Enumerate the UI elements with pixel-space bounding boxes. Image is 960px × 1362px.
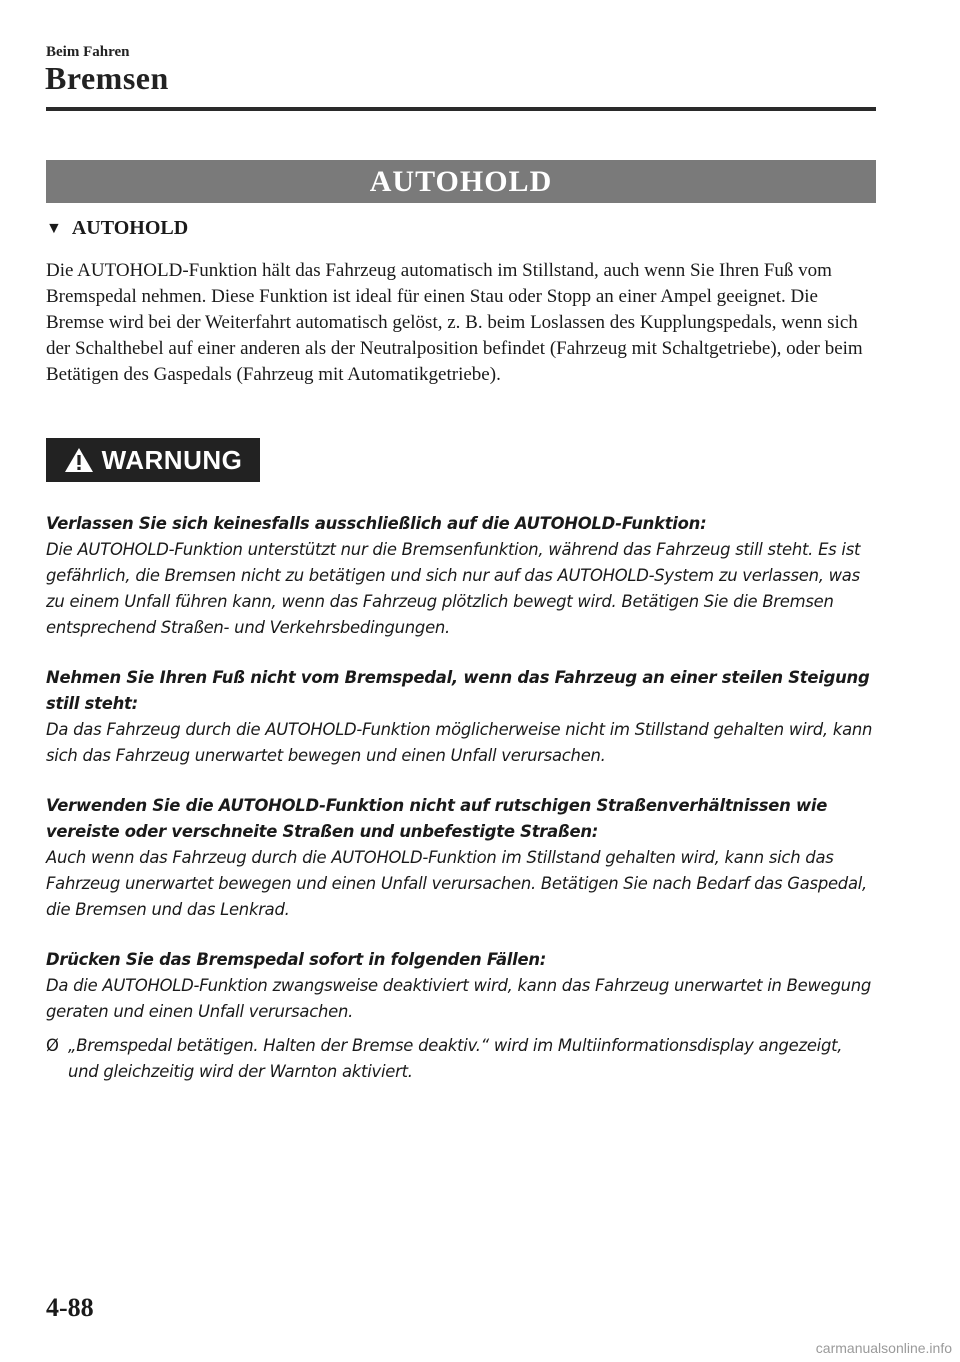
warning-heading: Verlassen Sie sich keinesfalls ausschließlich auf die AUTOHOLD-Funktion: <box>46 514 707 533</box>
arrow-bullet-icon: Ø <box>46 1036 59 1055</box>
warning-body: Da die AUTOHOLD-Funktion zwangsweise deaktiviert wird, kann das Fahrzeug unerwartet in Bewegung geraten und einen Unfall verursachen. <box>46 976 872 1021</box>
warning-content <box>46 511 876 1085</box>
warning-bullet-text: „Bremspedal betätigen. Halten der Bremse deaktiv.“ wird im Multiinformationsdisplay angezeigt, und gleichzeitig wird der Warnton aktiviert. <box>68 1036 843 1081</box>
subheading-label: AUTOHOLD <box>71 217 189 239</box>
warning-body: Auch wenn das Fahrzeug durch die AUTOHOLD-Funktion im Stillstand gehalten wird, kann sich das Fahrzeug unerwartet bewegen und einen Unfall verursachen. Betätigen Sie nach Bedarf das Gaspedal, die Bremsen und das Lenkrad. <box>46 848 868 919</box>
warning-badge <box>46 438 260 482</box>
warning-block <box>46 665 876 769</box>
breadcrumb: Beim Fahren <box>46 44 130 60</box>
watermark: carmanualsonline.info <box>815 1340 952 1356</box>
warning-body: Die AUTOHOLD-Funktion unterstützt nur die Bremsenfunktion, während das Fahrzeug still steht. Es ist gefährlich, die Bremsen nicht zu betätigen und sich nur auf das AUTOHOLD-System zu verlassen, was zu einem Unfall führen kann, wenn das Fahrzeug plötzlich bewegt wird. Betätigen Sie die Bremsen entsprechend Straßen- und Verkehrsbedingungen. <box>46 540 861 637</box>
subheading <box>46 217 188 240</box>
title-rule <box>46 107 876 111</box>
warning-block <box>46 511 876 641</box>
warning-bullet <box>46 1033 876 1085</box>
section-title: Bremsen <box>45 60 169 96</box>
warning-heading: Verwenden Sie die AUTOHOLD-Funktion nicht auf rutschigen Straßenverhältnissen wie vereiste oder verschneite Straßen und unbefestigte Straßen: <box>46 796 828 841</box>
warning-triangle-icon <box>64 447 94 473</box>
warning-block <box>46 947 876 1025</box>
warning-heading: Nehmen Sie Ihren Fuß nicht vom Bremspedal, wenn das Fahrzeug an einer steilen Steigung still steht: <box>46 668 870 713</box>
warning-body: Da das Fahrzeug durch die AUTOHOLD-Funktion möglicherweise nicht im Stillstand gehalten wird, kann sich das Fahrzeug unerwartet bewegen und einen Unfall verursachen. <box>46 720 873 765</box>
page-number: 4-88 <box>46 1293 94 1322</box>
warning-heading: Drücken Sie das Bremspedal sofort in folgenden Fällen: <box>46 950 547 969</box>
topic-banner: AUTOHOLD <box>46 160 876 203</box>
intro-paragraph: Die AUTOHOLD-Funktion hält das Fahrzeug automatisch im Stillstand, auch wenn Sie Ihren Fuß vom Bremspedal nehmen. Diese Funktion ist ideal für einen Stau oder Stopp an einer Ampel geeignet. Die Bremse wird bei der Weiterfahrt automatisch gelöst, z. B. beim Loslassen des Kupplungspedals, wenn sich der Schalthebel auf einer anderen als der Neutralposition befindet (Fahrzeug mit Schaltgetriebe), oder beim Betätigen des Gaspedals (Fahrzeug mit Automatikgetriebe). <box>46 260 863 385</box>
warning-block <box>46 793 876 923</box>
warning-badge-label: WARNUNG <box>101 444 243 475</box>
triangle-down-icon: ▼ <box>46 219 62 237</box>
